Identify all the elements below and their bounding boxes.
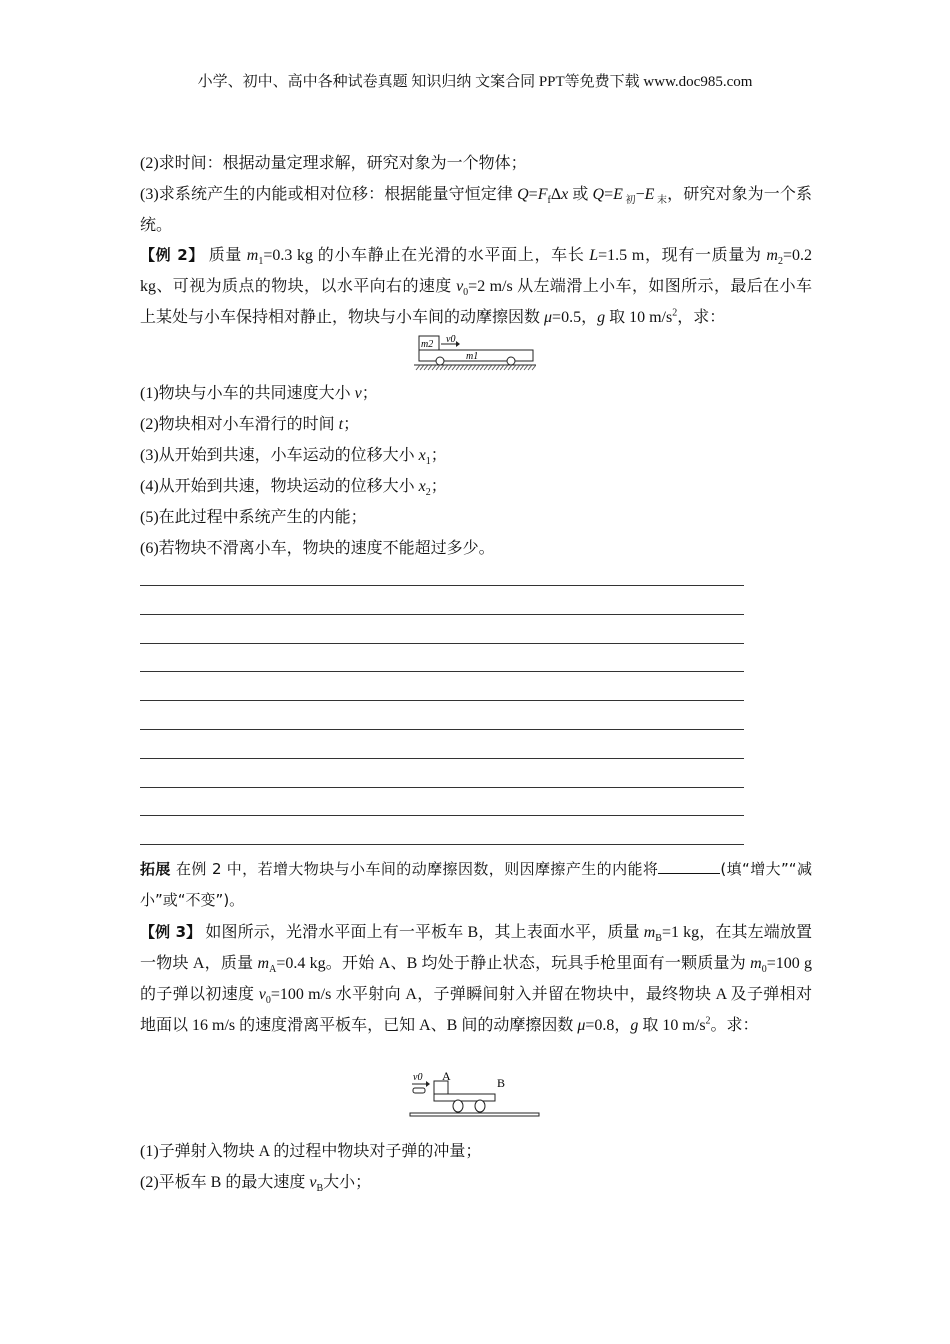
wheel bbox=[507, 357, 515, 365]
text-segment: f bbox=[547, 195, 551, 207]
text-segment: = bbox=[528, 186, 538, 203]
text-segment: Q bbox=[517, 186, 529, 203]
ground-hatch bbox=[480, 365, 484, 370]
example-2-questions bbox=[140, 378, 812, 564]
text-segment: (4)从开始到共速，物块运动的位移大小 bbox=[140, 478, 419, 495]
wheel bbox=[436, 357, 444, 365]
text-segment: t bbox=[338, 416, 344, 433]
text-segment: E bbox=[613, 186, 623, 203]
text-segment: v bbox=[456, 278, 464, 295]
answer-line[interactable] bbox=[140, 614, 744, 615]
text-segment: F bbox=[537, 186, 548, 203]
text-segment: m bbox=[750, 955, 762, 972]
text-segment: m bbox=[766, 247, 778, 264]
answer-line[interactable] bbox=[140, 758, 744, 759]
text-segment: m bbox=[246, 247, 259, 264]
text-segment: x bbox=[561, 186, 569, 203]
ground-hatch bbox=[468, 365, 472, 370]
intro-line bbox=[140, 148, 812, 179]
ground-hatch bbox=[512, 365, 516, 370]
block-label: A bbox=[442, 1070, 451, 1083]
text-segment: (2)物块相对小车滑行的时间 bbox=[140, 416, 339, 433]
ground-hatch bbox=[440, 365, 444, 370]
fill-blank[interactable] bbox=[658, 859, 720, 874]
text-segment: 质量 bbox=[204, 247, 247, 264]
ground-hatch bbox=[524, 365, 528, 370]
question bbox=[140, 378, 812, 409]
text-segment: =0.4 kg。开始 A、B 均处于静止状态，玩具手枪里面有一颗质量为 bbox=[276, 955, 751, 972]
text-segment: 末 bbox=[654, 195, 668, 207]
text-segment: v bbox=[309, 1174, 317, 1191]
extension-text-after: (填“增大”“减小”或“不变”)。 bbox=[140, 860, 812, 909]
text-segment: 2 bbox=[705, 1015, 711, 1027]
ground-hatch bbox=[432, 365, 436, 370]
text-segment: 1 bbox=[258, 256, 264, 268]
text-segment: L bbox=[589, 247, 599, 264]
example-2 bbox=[140, 240, 812, 333]
answer-line[interactable] bbox=[140, 585, 744, 586]
cart-label: B bbox=[497, 1076, 506, 1090]
text-segment: 或 bbox=[568, 186, 593, 203]
ground-hatch bbox=[532, 365, 536, 370]
block-label: m2 bbox=[421, 339, 434, 350]
ground-hatch bbox=[436, 365, 440, 370]
text-segment: =2 m/s 从左端滑上小车，如图所示，最后在小车上某处与小车保持相对静止，物块与小车间的动摩擦因数 bbox=[140, 278, 812, 326]
extension-tag: 拓展 bbox=[140, 860, 171, 878]
question bbox=[140, 409, 812, 440]
wheel bbox=[453, 1100, 463, 1112]
cart-b bbox=[434, 1094, 495, 1101]
ground-hatch bbox=[504, 365, 508, 370]
intro-line bbox=[140, 179, 812, 241]
text-segment: 0 bbox=[761, 964, 767, 976]
text-segment: m bbox=[257, 955, 270, 972]
ground-hatch bbox=[500, 365, 504, 370]
bullet bbox=[413, 1088, 425, 1093]
text-segment: 0 bbox=[265, 995, 271, 1007]
text-segment: v bbox=[258, 986, 266, 1003]
example-tag: 【例 3】 bbox=[140, 923, 202, 941]
text-segment: Δ bbox=[550, 186, 562, 203]
text-segment: 取 10 m/s bbox=[638, 1017, 706, 1034]
text-segment: μ bbox=[577, 1017, 586, 1034]
text-segment: g bbox=[597, 309, 606, 326]
text-segment: =0.5， bbox=[552, 309, 598, 326]
ground-hatch bbox=[424, 365, 428, 370]
text-segment: x bbox=[418, 478, 426, 495]
example-3-questions bbox=[140, 1136, 812, 1198]
text-segment: (2)平板车 B 的最大速度 bbox=[140, 1174, 310, 1191]
ground-hatch bbox=[484, 365, 488, 370]
text-segment: ，求： bbox=[677, 309, 726, 326]
cart-label: m1 bbox=[466, 351, 479, 362]
example-body bbox=[140, 924, 812, 1034]
cart-figure-example-2 bbox=[414, 334, 536, 378]
question bbox=[140, 440, 812, 471]
text-segment: B bbox=[316, 1183, 324, 1195]
question bbox=[140, 1167, 812, 1198]
question bbox=[140, 502, 812, 533]
text-segment: =1.5 m，现有一质量为 bbox=[598, 247, 767, 264]
answer-line[interactable] bbox=[140, 700, 744, 701]
text-segment: = bbox=[604, 186, 614, 203]
ground-hatch bbox=[520, 365, 524, 370]
ground-hatch bbox=[492, 365, 496, 370]
answer-line[interactable] bbox=[140, 729, 744, 730]
example-3 bbox=[140, 917, 812, 1041]
ground-hatch bbox=[452, 365, 456, 370]
answer-line[interactable] bbox=[140, 643, 744, 644]
text-segment: 初 bbox=[622, 195, 636, 207]
page-header: 小学、初中、高中各种试卷真题 知识归纳 文案合同 PPT等免费下载 www.doc985.com bbox=[197, 74, 753, 90]
text-segment: =0.2 kg、可视为质点的物块，以水平向右的速度 bbox=[140, 247, 812, 295]
text-segment: =0.8， bbox=[585, 1017, 631, 1034]
ground-hatch bbox=[476, 365, 480, 370]
text-segment: =100 m/s 水平射向 A，子弹瞬间射入并留在物块中，最终物块 A 及子弹相对地面以 16 m/s 的速度滑离平板车，已知 A、B 间的动摩擦因数 bbox=[140, 986, 812, 1034]
text-segment: =1 kg，在其左端放置一物块 A，质量 bbox=[140, 924, 812, 972]
text-segment: x bbox=[418, 447, 426, 464]
text-segment: 2 bbox=[672, 307, 678, 319]
text-segment: (2)求时间：根据动量定理求解，研究对象为一个物体； bbox=[140, 155, 527, 172]
ground-hatch bbox=[528, 365, 532, 370]
text-segment: 。求： bbox=[710, 1017, 759, 1034]
question bbox=[140, 533, 812, 564]
text-segment: 1 bbox=[425, 456, 431, 468]
text-segment: 2 bbox=[777, 256, 783, 268]
example-body bbox=[140, 247, 812, 326]
extension-section bbox=[140, 854, 812, 916]
text-segment: (1)物块与小车的共同速度大小 bbox=[140, 385, 355, 402]
text-segment: ，研究对象为一个系统。 bbox=[140, 186, 812, 234]
ground-hatch bbox=[460, 365, 464, 370]
ground-hatch bbox=[488, 365, 492, 370]
ground-hatch bbox=[464, 365, 468, 370]
text-segment: (1)子弹射入物块 A 的过程中物块对子弹的冲量； bbox=[140, 1143, 482, 1160]
ground bbox=[410, 1113, 539, 1116]
text-segment: (3)求系统产生的内能或相对位移：根据能量守恒定律 bbox=[140, 186, 518, 203]
intro-section bbox=[140, 148, 812, 241]
text-segment: ； bbox=[343, 416, 360, 433]
text-segment: (3)从开始到共速，小车运动的位移大小 bbox=[140, 447, 419, 464]
text-segment: Q bbox=[592, 186, 605, 203]
ground-hatch bbox=[456, 365, 460, 370]
question bbox=[140, 471, 812, 502]
answer-line[interactable] bbox=[140, 787, 744, 788]
cart-figure-example-3 bbox=[408, 1070, 542, 1128]
text-segment: ； bbox=[430, 447, 447, 464]
ground-hatch bbox=[444, 365, 448, 370]
text-segment: m bbox=[643, 924, 656, 941]
text-segment: (5)在此过程中系统产生的内能； bbox=[140, 509, 367, 526]
example-tag: 【例 2】 bbox=[140, 246, 205, 264]
text-segment: 取 10 m/s bbox=[605, 309, 673, 326]
velocity-label: v0 bbox=[413, 1072, 423, 1083]
answer-line[interactable] bbox=[140, 844, 744, 845]
text-segment: g bbox=[630, 1017, 639, 1034]
text-segment: v bbox=[354, 385, 362, 402]
ground-hatch bbox=[472, 365, 476, 370]
text-segment: − bbox=[635, 186, 645, 203]
text-segment: B bbox=[655, 933, 662, 945]
ground-hatch bbox=[416, 365, 420, 370]
text-segment: μ bbox=[544, 309, 553, 326]
text-segment: 0 bbox=[463, 287, 469, 299]
text-segment: (6)若物块不滑离小车，物块的速度不能超过多少。 bbox=[140, 540, 495, 557]
text-segment: ； bbox=[430, 478, 447, 495]
question bbox=[140, 1136, 812, 1167]
ground-hatch bbox=[428, 365, 432, 370]
ground-hatch bbox=[420, 365, 424, 370]
answer-line[interactable] bbox=[140, 815, 744, 816]
text-segment: =0.3 kg 的小车静止在光滑的水平面上，车长 bbox=[263, 247, 590, 264]
text-segment: ； bbox=[361, 385, 378, 402]
ground-hatch bbox=[448, 365, 452, 370]
text-segment: E bbox=[644, 186, 655, 203]
answer-line[interactable] bbox=[140, 671, 744, 672]
text-segment: =100 g 的子弹以初速度 bbox=[140, 955, 812, 1003]
text-segment: 2 bbox=[425, 487, 431, 499]
ground-hatch bbox=[508, 365, 512, 370]
text-segment: A bbox=[269, 964, 277, 976]
extension-text: 在例 2 中，若增大物块与小车间的动摩擦因数，则因摩擦产生的内能将 bbox=[170, 860, 659, 878]
text-segment: 如图所示，光滑水平面上有一平板车 B，其上表面水平，质量 bbox=[201, 924, 644, 941]
ground-hatch bbox=[516, 365, 520, 370]
text-segment: 大小； bbox=[323, 1174, 372, 1191]
wheel bbox=[475, 1100, 485, 1112]
velocity-label: v0 bbox=[446, 334, 456, 345]
ground-hatch bbox=[496, 365, 500, 370]
